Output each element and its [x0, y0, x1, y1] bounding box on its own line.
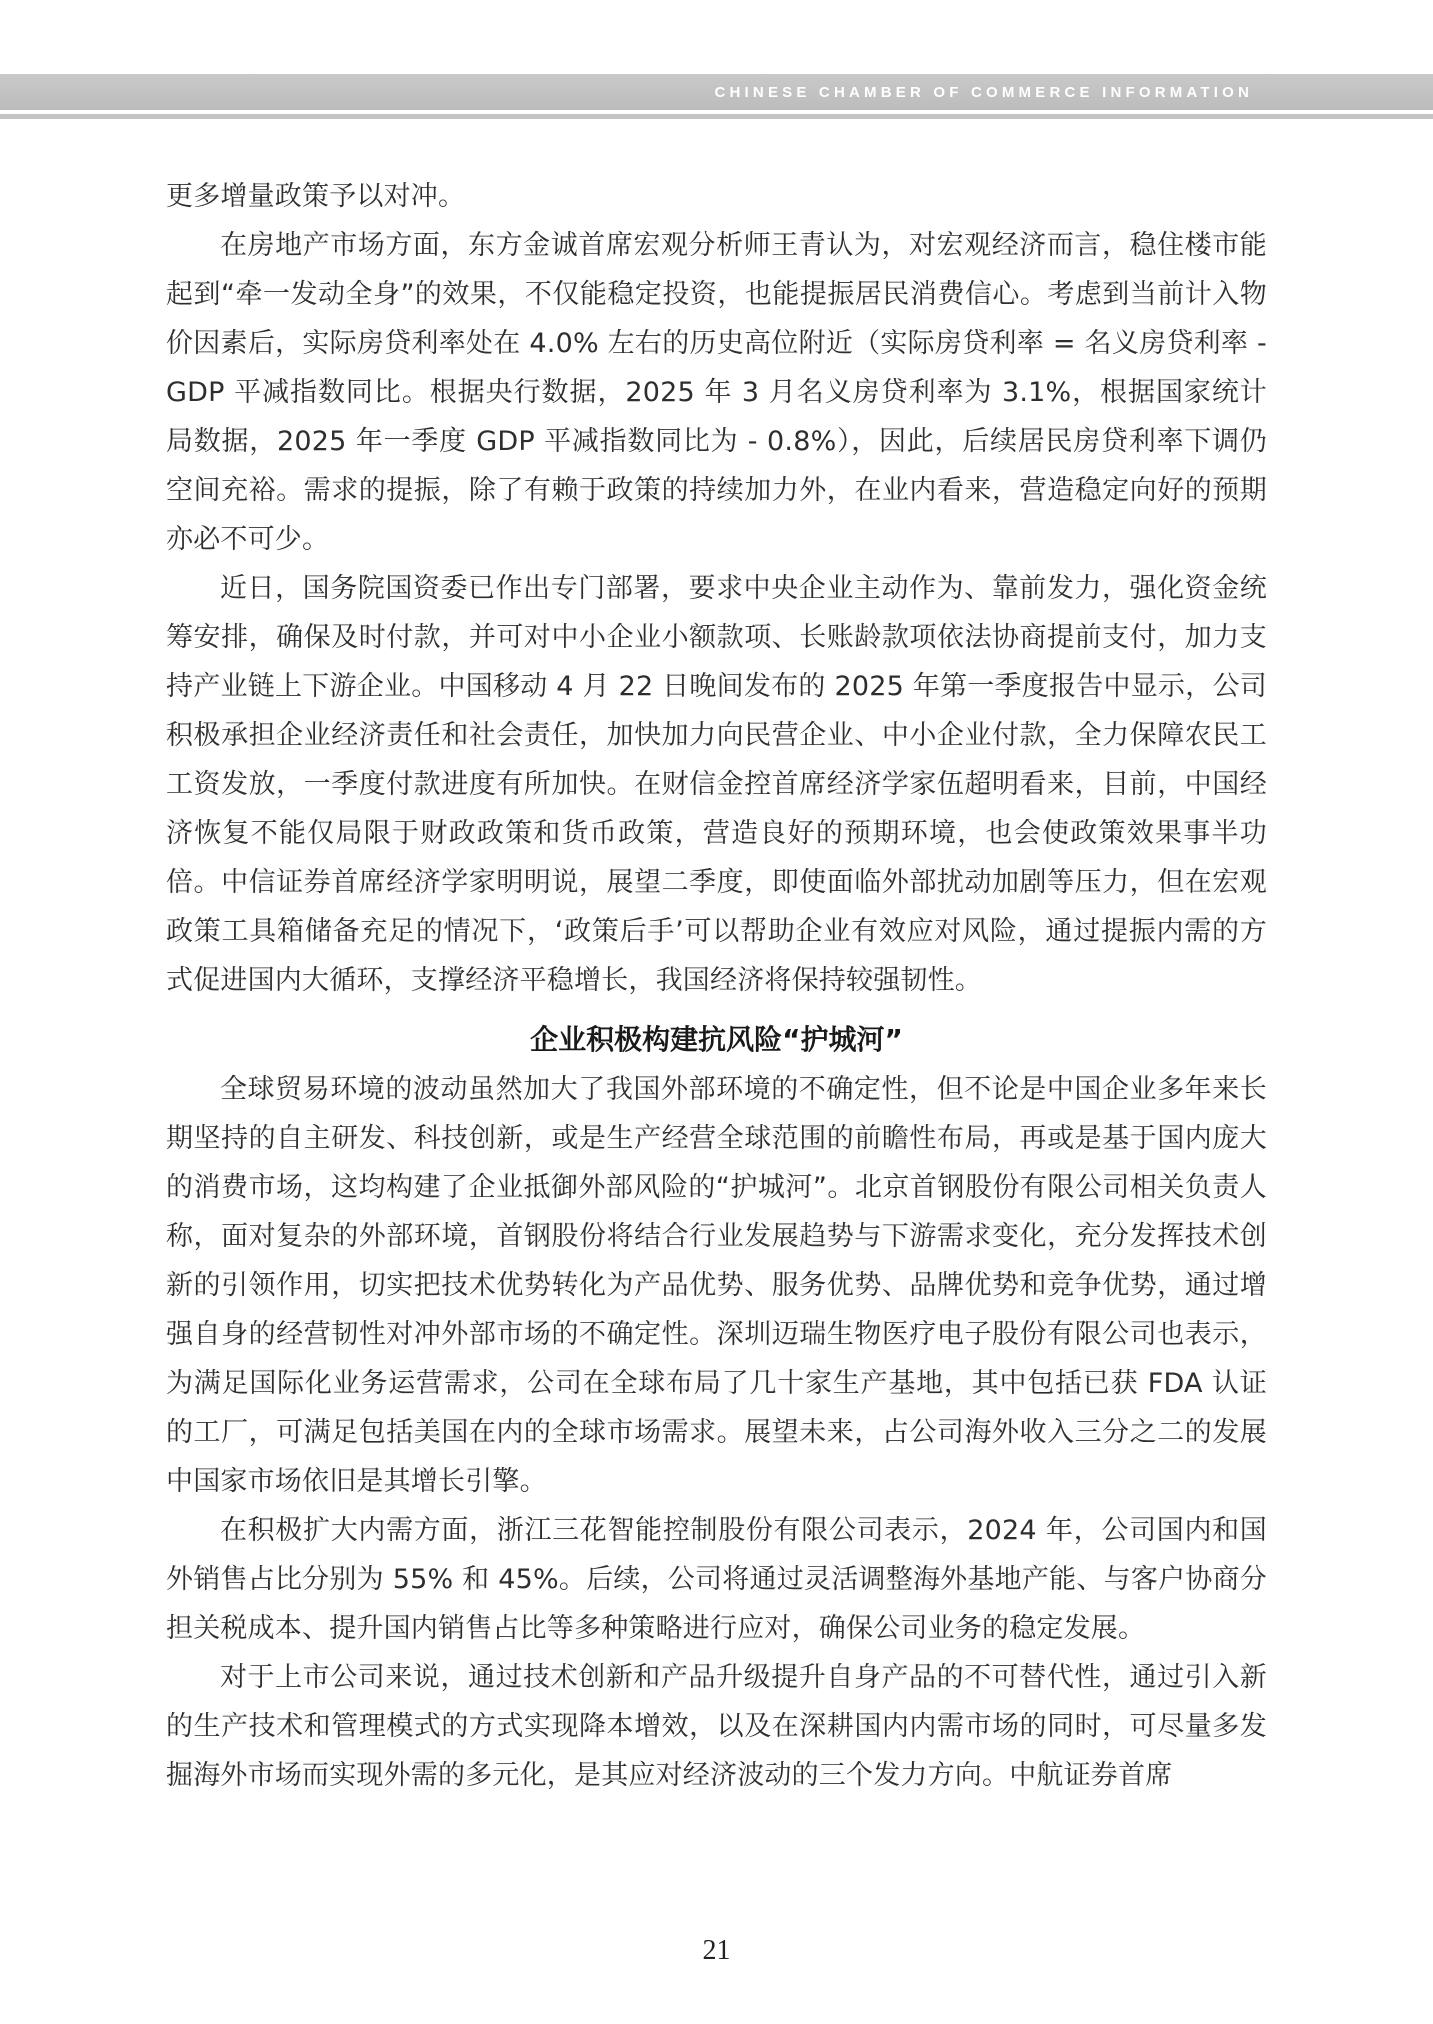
- publication-title: CHINESE CHAMBER OF COMMERCE INFORMATION: [714, 84, 1253, 101]
- paragraph-global-trade: 全球贸易环境的波动虽然加大了我国外部环境的不确定性，但不论是中国企业多年来长期坚持的自主研发、科技创新，或是生产经营全球范围的前瞻性布局，再或是基于国内庞大的消费市场，这均构建了企业抵御外部风险的“护城河”。北京首钢股份有限公司相关负责人称，面对复杂的外部环境，首钢股份将结合行业发展趋势与下游需求变化，充分发挥技术创新的引领作用，切实把技术优势转化为产品优势、服务优势、品牌优势和竞争优势，通过增强自身的经营韧性对冲外部市场的不确定性。深圳迈瑞生物医疗电子股份有限公司也表示，为满足国际化业务运营需求，公司在全球布局了几十家生产基地，其中包括已获 FDA 认证的工厂，可满足包括美国在内的全球市场需求。展望未来，占公司海外收入三分之二的发展中国家市场依旧是其增长引擎。: [166, 1074, 1267, 1497]
- section-heading: 企业积极构建抗风险“护城河”: [530, 1023, 903, 1056]
- paragraph-listed-companies: 对于上市公司来说，通过技术创新和产品升级提升自身产品的不可替代性，通过引入新的生产技术和管理模式的方式实现降本增效，以及在深耕国内内需市场的同时，可尽量多发掘海外市场而实现外需的多元化，是其应对经济波动的三个发力方向。中航证券首席: [166, 1662, 1267, 1791]
- paragraph-domestic-demand: 在积极扩大内需方面，浙江三花智能控制股份有限公司表示，2024 年，公司国内和国外销售占比分别为 55% 和 45%。后续，公司将通过灵活调整海外基地产能、与客户协商分担关税成本、提升国内销售占比等多种策略进行应对，确保公司业务的稳定发展。: [166, 1515, 1267, 1644]
- paragraph-continuation: 更多增量政策予以对冲。: [166, 181, 466, 212]
- header-rule: [0, 114, 1433, 119]
- page-number: 21: [702, 1935, 731, 1966]
- paragraph-sasac: 近日，国务院国资委已作出专门部署，要求中央企业主动作为、靠前发力，强化资金统筹安排，确保及时付款，并可对中小企业小额款项、长账龄款项依法协商提前支付，加力支持产业链上下游企业。中国移动 4 月 22 日晚间发布的 2025 年第一季度报告中显示，公司积极承担企业经济责任和社会责任，加快加力向民营企业、中小企业付款，全力保障农民工工资发放，一季度付款进度有所加快。在财信金控首席经济学家伍超明看来，目前，中国经济恢复不能仅局限于财政政策和货币政策，营造良好的预期环境，也会使政策效果事半功倍。中信证券首席经济学家明明说，展望二季度，即使面临外部扰动加剧等压力，但在宏观政策工具箱储备充足的情况下，‘政策后手’可以帮助企业有效应对风险，通过提振内需的方式促进国内大循环，支撑经济平稳增长，我国经济将保持较强韧性。: [166, 573, 1267, 996]
- paragraph-real-estate: 在房地产市场方面，东方金诚首席宏观分析师王青认为，对宏观经济而言，稳住楼市能起到“牵一发动全身”的效果，不仅能稳定投资，也能提振居民消费信心。考虑到当前计入物价因素后，实际房贷利率处在 4.0% 左右的历史高位附近（实际房贷利率 = 名义房贷利率 - GDP 平减指数同比。根据央行数据，2025 年 3 月名义房贷利率为 3.1%，根据国家统计局数据，2025 年一季度 GDP 平减指数同比为 - 0.8%），因此，后续居民房贷利率下调仍空间充裕。需求的提振，除了有赖于政策的持续加力外，在业内看来，营造稳定向好的预期亦必不可少。: [166, 230, 1267, 555]
- article-body: [166, 172, 1267, 1800]
